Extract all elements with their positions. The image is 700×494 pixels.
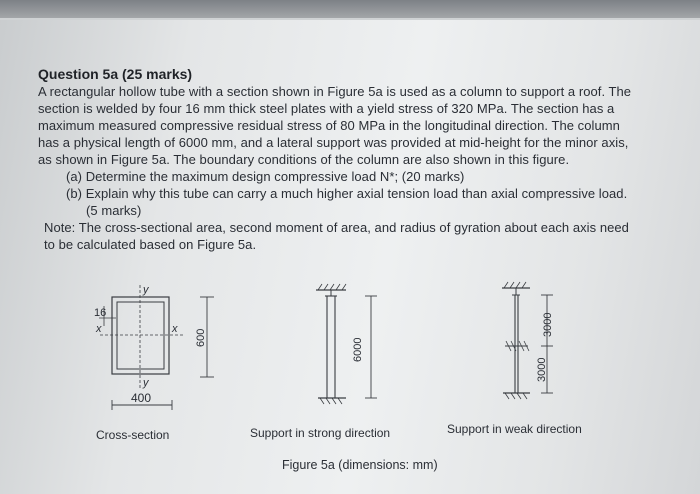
axis-x-right-label: x xyxy=(172,323,178,335)
body-line-2: section is welded by four 16 mm thick steel plates with a yield stress of 320 MPa. The section has a xyxy=(38,101,615,116)
body-line-1: A rectangular hollow tube with a section shown in Figure 5a is used as a column to support a roof. The xyxy=(38,84,632,99)
body-line-4: has a physical length of 6000 mm, and a lateral support was provided at mid-height for the minor axis, xyxy=(38,135,629,150)
part-b: (b) Explain why this tube can carry a much higher axial tension load than axial compressive load. xyxy=(66,186,628,201)
thickness-label: 16 xyxy=(94,307,107,319)
note-line-1: Note: The cross-sectional area, second moment of area, and radius of gyration about each axis need xyxy=(44,220,629,235)
axis-y-bottom-label: y xyxy=(143,377,149,389)
caption-strong-direction: Support in strong direction xyxy=(250,426,391,440)
body-line-3: maximum measured compressive residual stress of 80 MPa in the longitudinal direction. The column xyxy=(38,118,620,133)
strong-direction-column xyxy=(316,284,377,404)
body-line-5: as shown in Figure 5a. The boundary conditions of the column are also shown in this figure. xyxy=(38,152,570,167)
width-label: 400 xyxy=(131,391,152,405)
caption-cross-section: Cross-section xyxy=(96,428,170,442)
figure-caption: Figure 5a (dimensions: mm) xyxy=(282,458,438,472)
weak-upper-length-label: 3000 xyxy=(542,312,554,337)
caption-weak-direction: Support in weak direction xyxy=(447,422,582,436)
strong-length-label: 6000 xyxy=(352,337,364,362)
note-line-2: to be calculated based on Figure 5a. xyxy=(44,237,257,252)
axis-y-top-label: y xyxy=(143,284,149,296)
part-b-marks: (5 marks) xyxy=(86,203,142,218)
axis-x-left-label: x xyxy=(96,323,102,335)
weak-lower-length-label: 3000 xyxy=(536,357,548,382)
depth-label: 600 xyxy=(195,328,207,347)
part-a: (a) Determine the maximum design compressive load N*; (20 marks) xyxy=(66,169,465,184)
question-title: Question 5a (25 marks) xyxy=(38,66,193,82)
